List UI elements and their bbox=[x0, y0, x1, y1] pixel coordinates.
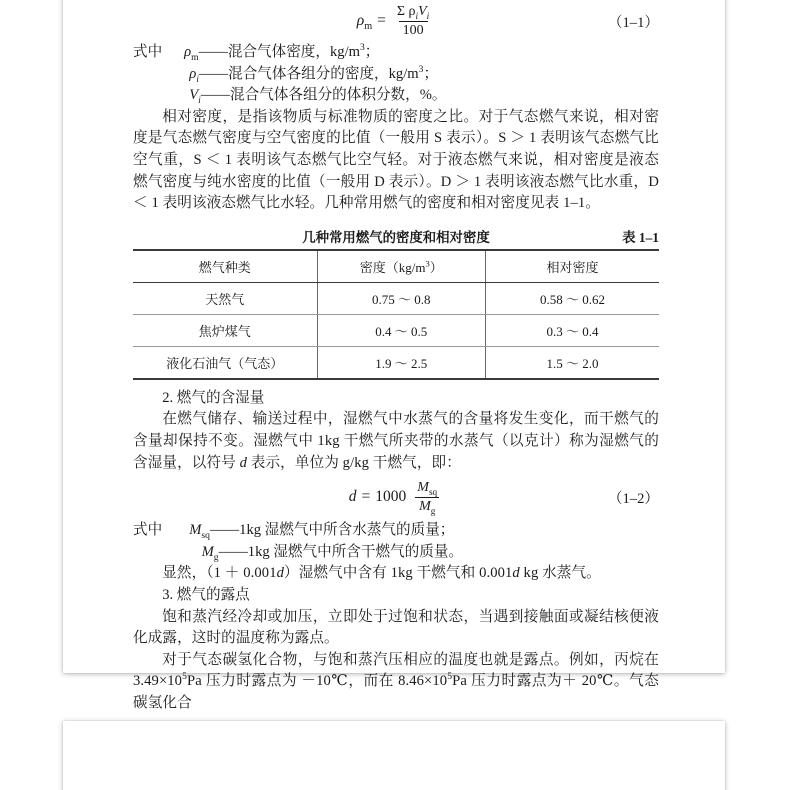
where-sup-2: 3 bbox=[418, 63, 424, 75]
cell-density: 0.4 ～ 0.5 bbox=[317, 314, 485, 346]
paragraph-obvious: 显然，（1 ＋ 0.001d）湿燃气中含有 1kg 干燃气和 0.001d kg 水蒸气。 bbox=[162, 565, 601, 582]
page-1-content bbox=[133, 0, 659, 746]
equation-1-2 bbox=[133, 474, 659, 520]
where-2-line-2 bbox=[133, 542, 659, 564]
cell-density: 0.75 ～ 0.8 bbox=[317, 282, 485, 314]
where-symbol-3: V bbox=[189, 87, 199, 104]
cell-density: 1.9 ～ 2.5 bbox=[317, 346, 485, 379]
where-2-symbol-2-sub: g bbox=[213, 551, 219, 563]
where-text-2: ——混合气体各组分的密度，kg/m bbox=[198, 65, 419, 82]
equation-1-1-body bbox=[357, 4, 436, 39]
equation-1-1 bbox=[133, 0, 659, 42]
where-2-line-1 bbox=[133, 520, 659, 542]
equation-1-2-equals: = bbox=[361, 488, 371, 506]
where-line-2 bbox=[133, 64, 659, 86]
where-symbol-1: ρ bbox=[184, 44, 192, 60]
where-text-3: ——混合气体各组分的体积分数，% bbox=[200, 87, 432, 104]
where-line-3 bbox=[133, 85, 659, 107]
where-line-1 bbox=[133, 42, 659, 64]
paragraph-dewpoint: 对于气态碳氢化合物，与饱和蒸汽压相应的温度也就是露点。例如，丙烷在 $3.49\times 10^5Pa$ 压力时露点为 －10℃，而在 $8.46\times 10^5Pa$ 压力时露点为＋ 20℃。气态碳氢化合 bbox=[133, 651, 659, 711]
where-2-symbol-1: M bbox=[189, 522, 202, 539]
section-3-heading: 3. 燃气的露点 bbox=[162, 586, 250, 603]
where-tail-1: ； bbox=[364, 44, 380, 60]
equation-1-2-lhs: d bbox=[348, 488, 357, 506]
where-block-2 bbox=[133, 520, 659, 563]
equation-1-1-fraction bbox=[393, 4, 433, 39]
table-header-row bbox=[133, 250, 659, 283]
equation-1-1-number: （1–1） bbox=[607, 14, 659, 31]
where-sup-1: 3 bbox=[359, 42, 365, 54]
cell-gas-type: 天然气 bbox=[133, 282, 317, 314]
where-symbol-1-sub: m bbox=[191, 51, 199, 63]
table-header-type: 燃气种类 bbox=[133, 250, 317, 283]
where-block-1 bbox=[133, 42, 659, 107]
section-2-heading: 2. 燃气的含湿量 bbox=[162, 389, 265, 406]
document-page-1 bbox=[63, 0, 725, 711]
where-tail-3: 。 bbox=[431, 87, 447, 104]
where-2-text-2: ——1kg 湿燃气中所含干燃气的质量。 bbox=[218, 543, 464, 560]
cell-gas-type: 焦炉煤气 bbox=[133, 314, 317, 346]
table-row bbox=[133, 282, 659, 314]
equation-1-1-lhs: $\rho_m$ bbox=[356, 12, 373, 33]
table-label: 表 1–1 bbox=[622, 229, 659, 245]
where-label-1: 式中 bbox=[133, 44, 163, 60]
equation-1-2-number: （1–2） bbox=[607, 490, 659, 507]
table-row bbox=[133, 346, 659, 379]
where-symbol-2: ρ bbox=[189, 65, 197, 82]
equation-1-2-numerator: $M_{sq}$ bbox=[417, 479, 438, 497]
where-2-symbol-1-sub: sq bbox=[201, 530, 210, 542]
symbol-d: d bbox=[239, 454, 248, 471]
equation-1-1-equals: = bbox=[377, 12, 386, 29]
equation-1-1-numerator: Σ $\rho_iV_i$ bbox=[396, 3, 430, 21]
where-symbol-3-sub: i bbox=[198, 95, 201, 107]
document-page-2 bbox=[63, 721, 725, 790]
table-header-relative: 相对密度 bbox=[485, 250, 659, 283]
cell-relative-density: 0.58 ～ 0.62 bbox=[485, 282, 659, 314]
cell-relative-density: 0.3 ～ 0.4 bbox=[485, 314, 659, 346]
where-text-1: ——混合气体密度，kg/m bbox=[198, 44, 360, 60]
where-symbol-2-sub: i bbox=[196, 73, 199, 85]
table-title: 几种常用燃气的密度和相对密度 bbox=[302, 229, 490, 245]
equation-1-2-fraction bbox=[413, 480, 441, 515]
cell-gas-type: 液化石油气（气态） bbox=[133, 346, 317, 379]
table-row bbox=[133, 314, 659, 346]
where-2-text-1: ——1kg 湿燃气中所含水蒸气的质量； bbox=[209, 522, 455, 539]
gas-density-table bbox=[133, 249, 659, 380]
equation-1-1-denominator: 100 bbox=[399, 21, 428, 39]
where-tail-2: ； bbox=[423, 65, 439, 82]
section-3-paragraph: 饱和蒸汽经冷却或加压，立即处于过饱和状态，当遇到接触面或凝结核便液化成露，这时的温度称为露点。 bbox=[133, 608, 659, 647]
section-2-paragraph: 在燃气储存、输送过程中，湿燃气中水蒸气的含量将发生变化，而干燃气的含量却保持不变。湿燃气中 1kg 干燃气所夹带的水蒸气（以克计）称为湿燃气的含湿量，以符号 d 表示，单位为 g/kg 干燃气，即： bbox=[133, 411, 659, 471]
equation-1-2-coefficient: 1000 bbox=[375, 488, 407, 506]
table-header-density: 密度$(kg/m^3)$ bbox=[317, 250, 485, 283]
cell-relative-density: 1.5 ～ 2.0 bbox=[485, 346, 659, 379]
paragraph-relative-density: 相对密度，是指该物质与标准物质的密度之比。对于气态燃气来说，相对密度是气态燃气密度与空气密度的比值（一般用 S 表示）。S ＞ 1 表明该气态燃气比空气重，S ＜ 1 表明该气态燃气比空气轻。对于液态燃气来说，相对密度是液态燃气密度与纯水密度的比值（一般用 D 表示）。D ＞ 1 表明该液态燃气比水重，D ＜ 1 表明该液态燃气比水轻。几种常用燃气的密度和相对密度见表 1–1。 bbox=[133, 108, 659, 212]
equation-1-2-denominator: $M_g$ bbox=[415, 497, 439, 515]
where-label-2: 式中 bbox=[133, 522, 163, 539]
where-2-symbol-2: M bbox=[201, 543, 214, 560]
table-caption-row bbox=[133, 227, 659, 249]
equation-1-2-body bbox=[349, 480, 443, 515]
